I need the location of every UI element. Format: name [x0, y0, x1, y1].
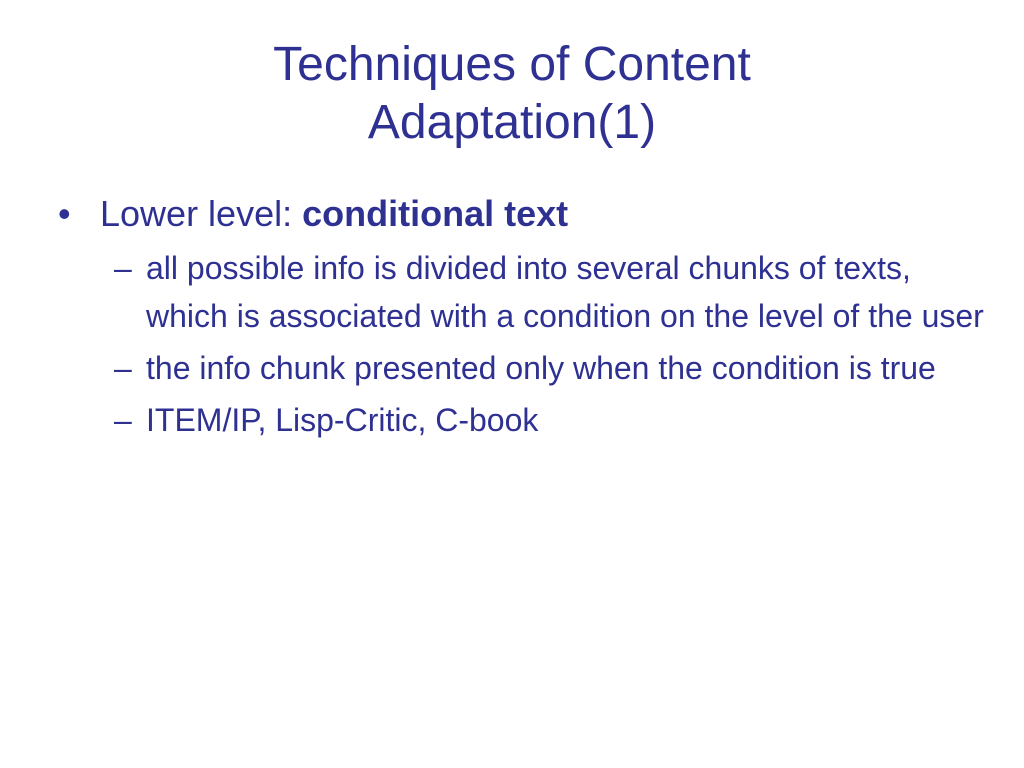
bullet-marker: • — [58, 193, 71, 234]
slide-title — [0, 36, 1024, 152]
bullet-emphasis-text: conditional text — [302, 193, 569, 234]
sub-bullet-item — [58, 344, 988, 392]
sub-bullet-text: ITEM/IP, Lisp-Critic, C-book — [146, 402, 539, 438]
sub-bullet-marker: – — [114, 402, 132, 438]
title-line-1: Techniques of Content — [273, 38, 751, 91]
sub-bullet-item — [58, 396, 988, 444]
title-line-2: Adaptation(1) — [367, 96, 657, 149]
sub-bullet-text: the info chunk presented only when the condition is true — [146, 350, 936, 386]
sub-bullet-text: all possible info is divided into several chunks of texts, which is associated with a condition on the level of the user — [146, 250, 984, 334]
sub-bullet-marker: – — [114, 250, 132, 286]
bullet-item — [58, 190, 988, 238]
sub-bullet-item — [58, 244, 988, 340]
slide-body — [58, 190, 988, 448]
bullet-lead-text: Lower level: — [100, 193, 303, 234]
sub-bullet-marker: – — [114, 350, 132, 386]
sub-bullet-list — [58, 244, 988, 444]
